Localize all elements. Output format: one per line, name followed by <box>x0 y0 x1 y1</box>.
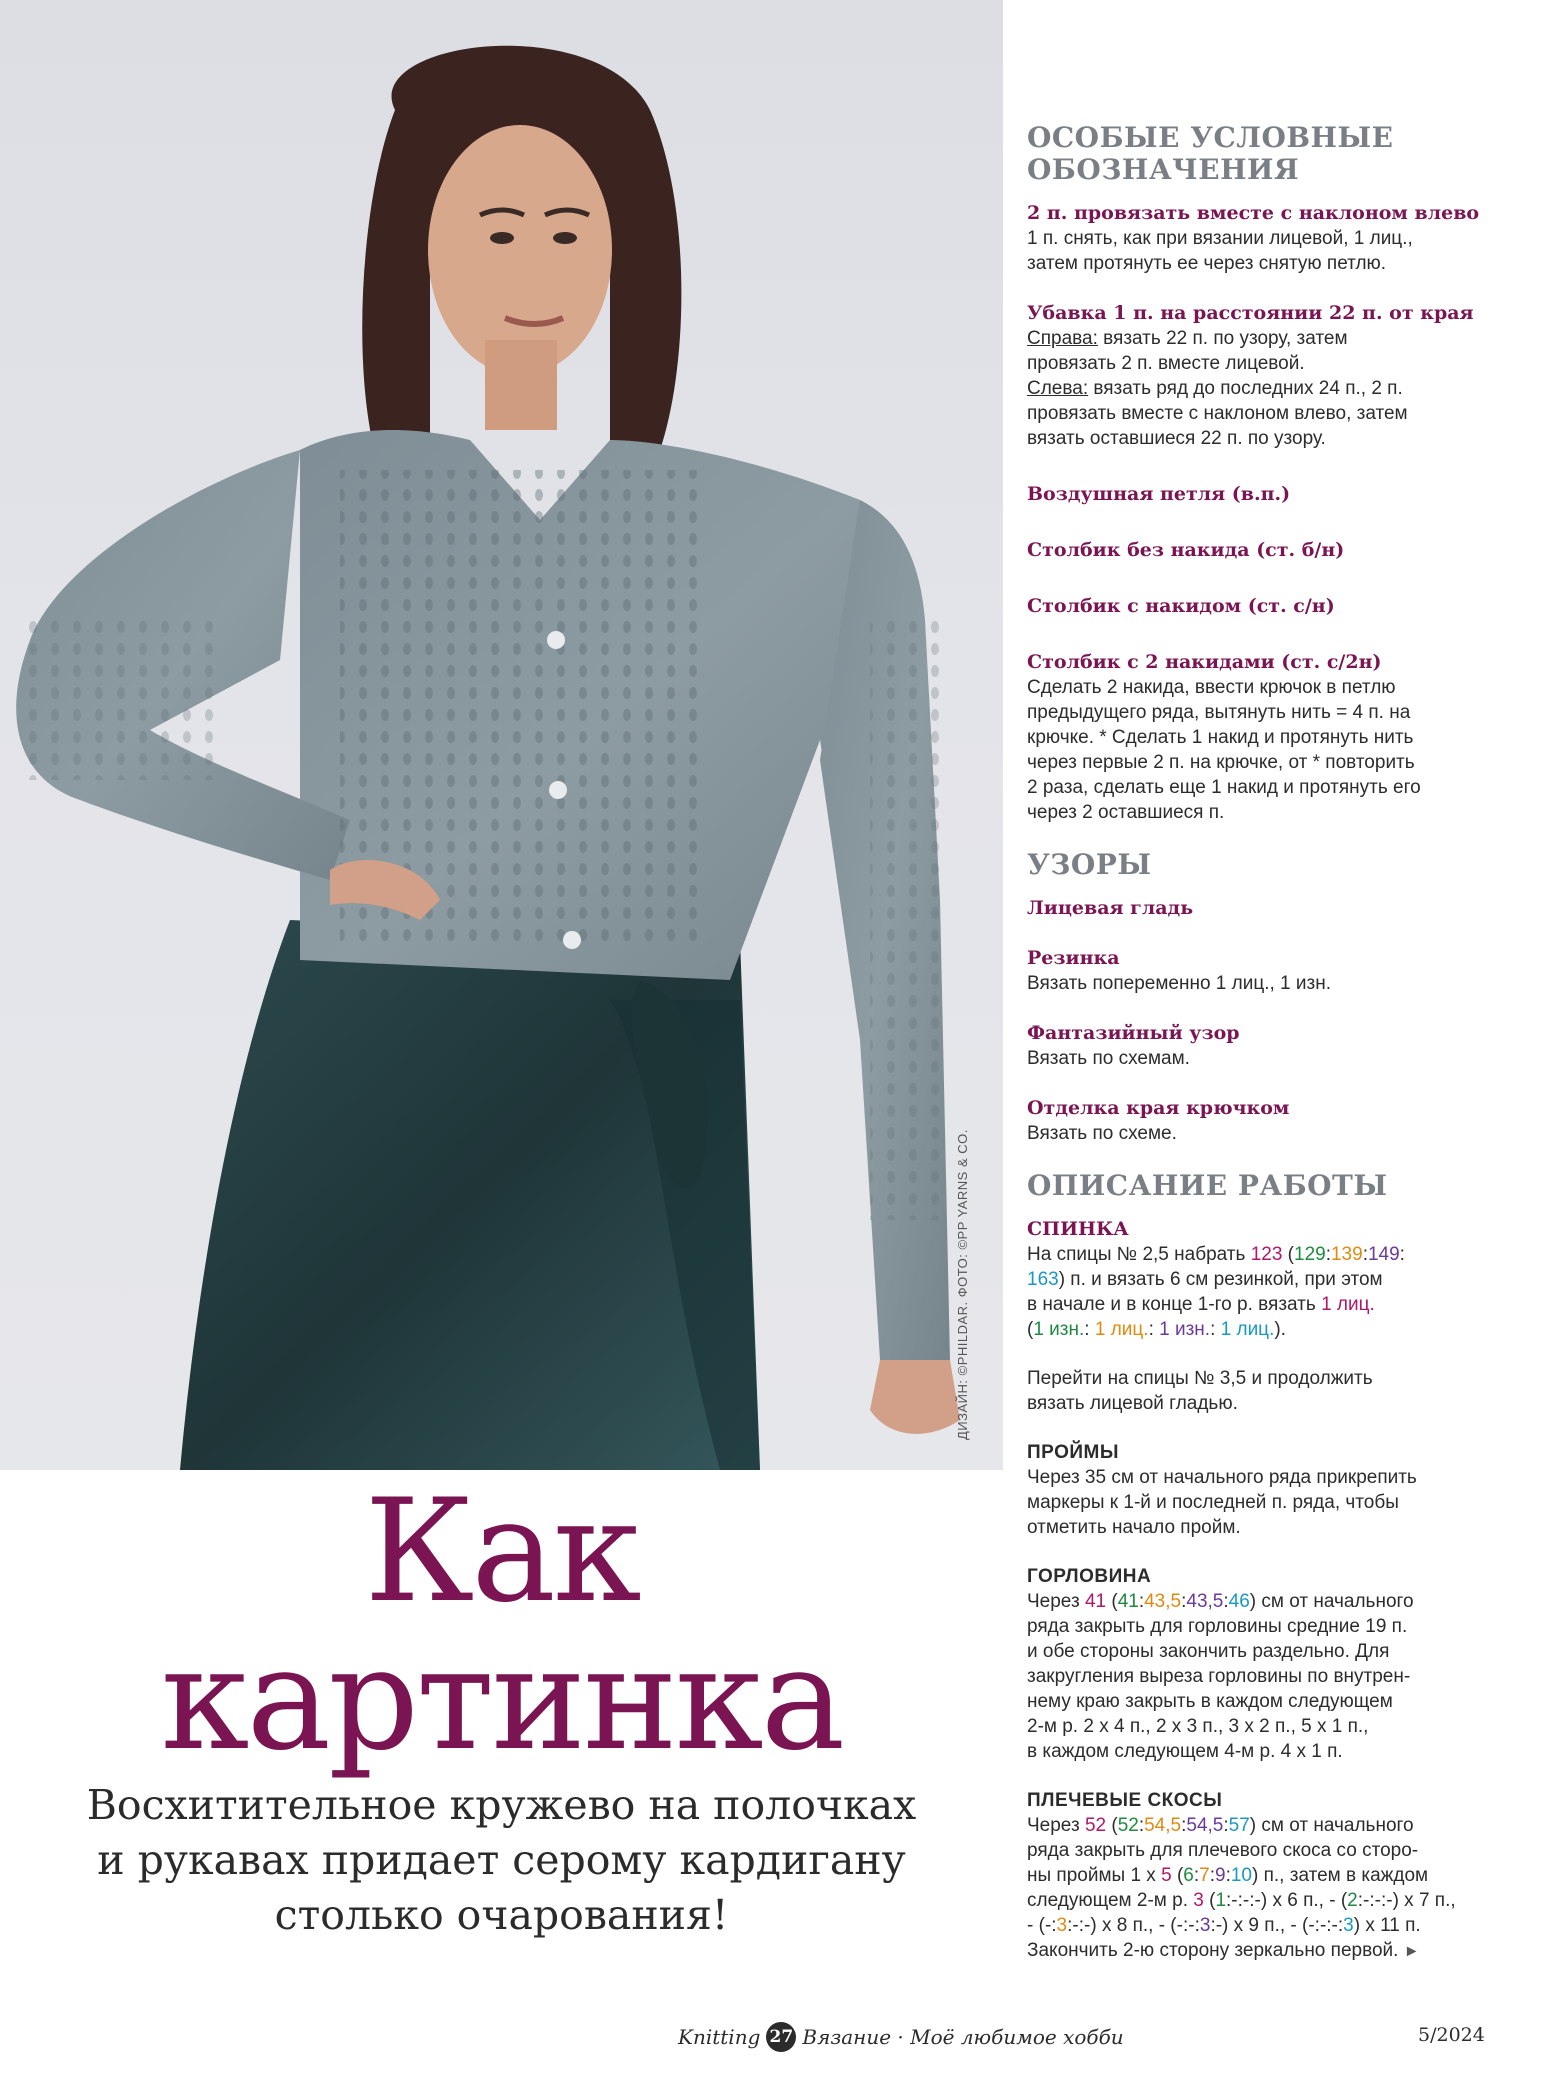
text-line: 2 раза, сделать еще 1 накид и протянуть его <box>1027 777 1421 798</box>
subtitle <box>0 1778 1003 1943</box>
text-line: через 2 оставшиеся п. <box>1027 802 1225 823</box>
photo-credit: ДИЗАЙН: ©PHILDAR. ФОТО: ©PP YARNS & CO. <box>955 1129 970 1440</box>
model-illustration <box>0 0 1003 1470</box>
decrease-title: Убавка 1 п. на расстоянии 22 п. от края <box>1027 302 1474 324</box>
text-span: ( <box>1282 1244 1294 1265</box>
size-value: 1 <box>1215 1890 1227 1911</box>
shoulder-title: ПЛЕЧЕВЫЕ СКОСЫ <box>1027 1790 1223 1811</box>
size-value: 139 <box>1330 1244 1363 1265</box>
size-value: 1 изн. <box>1159 1319 1211 1340</box>
text-line: вязать лицевой гладью. <box>1027 1393 1238 1414</box>
k2tog-left-text <box>1027 226 1527 276</box>
rib-text: Вязать попеременно 1 лиц., 1 изн. <box>1027 973 1331 994</box>
footer <box>678 2022 1124 2052</box>
text-span: ) х 6 п., - ( <box>1260 1890 1348 1911</box>
text-line <box>1027 326 1527 351</box>
instructions-column <box>1027 122 1527 1964</box>
tr-text <box>1027 675 1527 825</box>
subtitle-line-3: столько очарования! <box>274 1891 729 1939</box>
text-line: и обе стороны закончить раздельно. Для <box>1027 1641 1390 1662</box>
text-line: 2-м р. 2 х 4 п., 2 х 3 п., 3 х 2 п., 5 х 1 п., <box>1027 1716 1369 1737</box>
text-line: 1 п. снять, как при вязании лицевой, 1 лиц., <box>1027 228 1413 249</box>
page-number: 27 <box>766 2022 796 2052</box>
text-line <box>1027 1938 1527 1964</box>
text-span: следующем 2-м р. <box>1027 1890 1194 1911</box>
size-value: 6 <box>1183 1865 1194 1886</box>
text-line: через первые 2 п. на крючке, от * повторить <box>1027 752 1415 773</box>
size-value: 3 <box>1343 1915 1354 1936</box>
text-line: предыдущего ряда, вытянуть нить = 4 п. на <box>1027 702 1411 723</box>
issue-number: 5/2024 <box>1418 2024 1485 2046</box>
headline <box>0 1470 1003 1943</box>
size-value: 54,5 <box>1144 1815 1182 1836</box>
armhole-text <box>1027 1465 1527 1540</box>
text-span: ) п. и вязать 6 см резинкой, при этом <box>1058 1269 1383 1290</box>
text-span: :-:-:- <box>1357 1890 1393 1911</box>
continue-arrow-icon: ► <box>1403 1943 1420 1960</box>
size-value: 3 <box>1199 1915 1211 1936</box>
dc-title: Столбик с накидом (ст. с/н) <box>1027 595 1335 617</box>
size-value: 43,5 <box>1186 1591 1224 1612</box>
size-value: 3 <box>1056 1915 1068 1936</box>
size-value: 43,5 <box>1144 1591 1182 1612</box>
text-line: закругления выреза горловины по внутрен- <box>1027 1666 1411 1687</box>
text-span: ) х 11 п. <box>1353 1915 1421 1936</box>
work-heading: ОПИСАНИЕ РАБОТЫ <box>1027 1169 1388 1202</box>
neckline-text <box>1027 1589 1527 1764</box>
text-line: следующем 2-м р. 3 (1:-:-:-) х 6 п., - (2:-:-:-) х 7 п., <box>1027 1890 1456 1911</box>
text-line: провязать вместе с наклоном влево, затем <box>1027 403 1408 424</box>
text-span: ) см от начального <box>1249 1591 1414 1612</box>
title-line-1: Как <box>364 1469 639 1634</box>
armhole-title: ПРОЙМЫ <box>1027 1442 1119 1463</box>
text-span: -:-: <box>1176 1915 1200 1936</box>
text-line: ны проймы 1 х 5 (6:7:9:10) п., затем в каждом <box>1027 1865 1429 1886</box>
sc-title: Столбик без накида (ст. б/н) <box>1027 539 1345 561</box>
text-line: На спицы № 2,5 набрать 123 (129:139:149: <box>1027 1244 1405 1265</box>
text-span: ) х 7 п., <box>1392 1890 1456 1911</box>
text-span: ) х 9 п., - ( <box>1222 1915 1309 1936</box>
size-value: 54,5 <box>1186 1815 1224 1836</box>
text-line: ряда закрыть для плечевого скоса со сторо- <box>1027 1840 1419 1861</box>
fancy-text: Вязать по схемам. <box>1027 1048 1190 1069</box>
text-span: :- <box>1210 1915 1223 1936</box>
size-value: 3 <box>1193 1890 1204 1911</box>
size-value: 9 <box>1215 1865 1226 1886</box>
text-line: ряда закрыть для горловины средние 19 п. <box>1027 1616 1408 1637</box>
left-label: Слева: <box>1027 378 1089 399</box>
text-line: Перейти на спицы № 3,5 и продолжить <box>1027 1368 1373 1389</box>
decrease-text <box>1027 326 1527 451</box>
size-value: 46 <box>1228 1591 1250 1612</box>
text-line: Через 41 (41:43,5:43,5:46) см от начального <box>1027 1591 1414 1612</box>
text-span: -: <box>1044 1915 1057 1936</box>
size-value: 5 <box>1161 1865 1172 1886</box>
size-value: 52 <box>1084 1815 1107 1836</box>
size-value: 52 <box>1117 1815 1139 1836</box>
text-line: Через 35 см от начального ряда прикрепить <box>1027 1467 1417 1488</box>
text-line <box>1027 1292 1527 1317</box>
text-line: нему краю закрыть в каждом следующем <box>1027 1691 1393 1712</box>
subtitle-line-2: и рукавах придает серому кардигану <box>97 1836 906 1884</box>
text-span: Через <box>1027 1815 1085 1836</box>
size-value: 1 лиц. <box>1321 1294 1375 1315</box>
symbols-heading-line-1: ОСОБЫЕ УСЛОВНЫЕ <box>1027 121 1394 154</box>
text-line <box>1027 1913 1527 1938</box>
text-line: Сделать 2 накида, ввести крючок в петлю <box>1027 677 1396 698</box>
size-value: 57 <box>1228 1815 1250 1836</box>
text-span: - ( <box>1027 1915 1045 1936</box>
fancy-title: Фантазийный узор <box>1027 1022 1240 1044</box>
size-value: 1 изн. <box>1033 1319 1085 1340</box>
text-span: :-:-:- <box>1226 1890 1261 1911</box>
text-line <box>1027 376 1527 401</box>
text-line: маркеры к 1-й и последней п. ряда, чтобы <box>1027 1492 1399 1513</box>
text-span: Закончить 2-ю сторону зеркально первой. <box>1027 1940 1399 1961</box>
size-value: 2 <box>1347 1890 1358 1911</box>
back-title: СПИНКА <box>1027 1218 1129 1240</box>
patterns-heading: УЗОРЫ <box>1027 848 1152 881</box>
text-span: :-:- <box>1067 1915 1091 1936</box>
text-span: ны проймы 1 х <box>1027 1865 1162 1886</box>
subtitle-line-1: Восхитительное кружево на полочках <box>86 1781 917 1829</box>
text-span: -:-:-: <box>1308 1915 1344 1936</box>
text-span: ) п., затем в каждом <box>1252 1865 1429 1886</box>
text-span: вязать ряд до последних 24 п., 2 п. <box>1088 378 1403 399</box>
size-value: 163 <box>1027 1269 1059 1290</box>
text-span: На спицы № 2,5 набрать <box>1027 1244 1251 1265</box>
footer-magazine: Вязание · Моё любимое хобби <box>802 2025 1124 2049</box>
size-value: 41 <box>1117 1591 1139 1612</box>
shoulder-text <box>1027 1813 1527 1964</box>
text-line: вязать оставшиеся 22 п. по узору. <box>1027 428 1326 449</box>
text-span: Через <box>1027 1591 1085 1612</box>
text-line: затем протянуть ее через снятую петлю. <box>1027 253 1387 274</box>
tr-title: Столбик с 2 накидами (ст. с/2н) <box>1027 651 1382 673</box>
symbols-heading <box>1027 122 1527 186</box>
neckline-title: ГОРЛОВИНА <box>1027 1566 1152 1587</box>
stockinette-title: Лицевая гладь <box>1027 897 1194 919</box>
size-value: 129 <box>1294 1244 1326 1265</box>
text-span: ) см от начального <box>1249 1815 1414 1836</box>
size-value: 10 <box>1230 1865 1252 1886</box>
right-label: Справа: <box>1027 328 1098 349</box>
back-text-2 <box>1027 1366 1527 1416</box>
size-value: 41 <box>1084 1591 1107 1612</box>
symbols-heading-line-2: ОБОЗНАЧЕНИЯ <box>1027 153 1300 186</box>
text-line: отметить начало пройм. <box>1027 1517 1241 1538</box>
text-line: провязать 2 п. вместе лицевой. <box>1027 353 1305 374</box>
footer-brand: Knitting <box>678 2025 761 2049</box>
model-photo <box>0 0 1003 1470</box>
title-line-2: картинка <box>160 1617 843 1782</box>
text-line: в каждом следующем 4-м р. 4 х 1 п. <box>1027 1741 1343 1762</box>
back-text <box>1027 1242 1527 1342</box>
text-line: Через 52 (52:54,5:54,5:57) см от начального <box>1027 1815 1414 1836</box>
size-value: 149 <box>1367 1244 1400 1265</box>
size-value: 7 <box>1199 1865 1210 1886</box>
text-span: в начале и в конце 1-го р. вязать <box>1027 1294 1322 1315</box>
text-line: крючке. * Сделать 1 накид и протянуть нить <box>1027 727 1414 748</box>
k2tog-left-title: 2 п. провязать вместе с наклоном влево <box>1027 202 1480 224</box>
text-line: (1 изн.: 1 лиц.: 1 изн.: 1 лиц.). <box>1027 1319 1286 1340</box>
text-span: ) х 8 п., - ( <box>1090 1915 1177 1936</box>
chain-title: Воздушная петля (в.п.) <box>1027 483 1291 505</box>
text-span: вязать 22 п. по узору, затем <box>1097 328 1348 349</box>
size-value: 1 лиц. <box>1220 1319 1275 1340</box>
edge-text: Вязать по схеме. <box>1027 1123 1177 1144</box>
size-value: 1 лиц. <box>1094 1319 1149 1340</box>
rib-title: Резинка <box>1027 947 1120 969</box>
size-value: 123 <box>1250 1244 1283 1265</box>
text-line <box>1027 1267 1527 1292</box>
edge-title: Отделка края крючком <box>1027 1097 1290 1119</box>
